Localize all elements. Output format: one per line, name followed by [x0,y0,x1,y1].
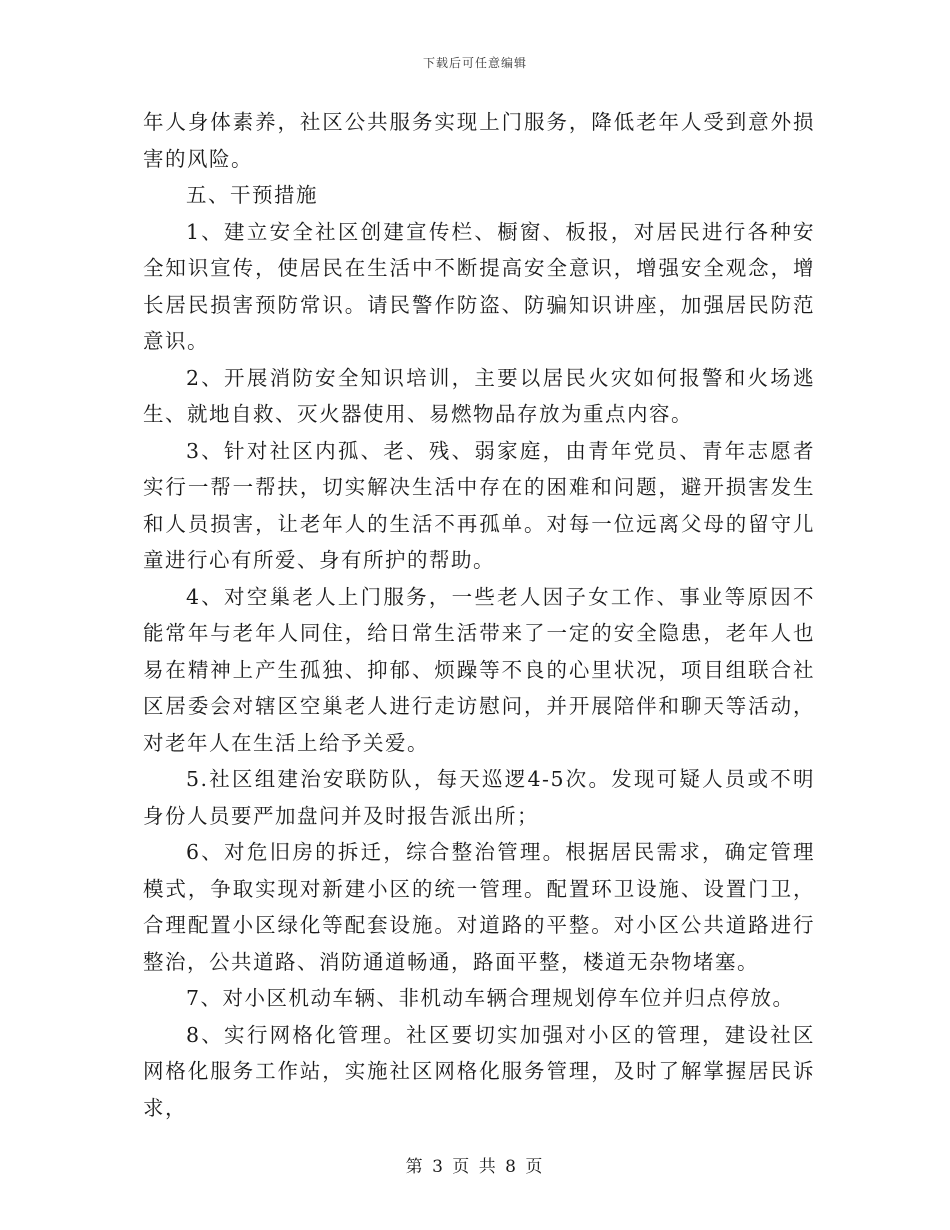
page-number: 第 3 页 共 8 页 [405,1157,545,1177]
paragraph: 7、对小区机动车辆、非机动车辆合理规划停车位并归点停放。 [186,986,795,1010]
document-body [143,104,815,1126]
paragraph: 2、开展消防安全知识培训，主要以居民火灾如何报警和火场逃生、就地自救、灭火器使用、易燃物品存放为重点内容。 [143,365,815,426]
paragraph: 8、实行网格化管理。社区要切实加强对小区的管理，建设社区网格化服务工作站，实施社区网格化服务管理，及时了解掌握居民诉求， [143,1022,815,1120]
paragraph: 1、建立安全社区创建宣传栏、橱窗、板报，对居民进行各种安全知识宣传，使居民在生活中不断提高安全意识，增强安全观念，增长居民损害预防常识。请民警作防盗、防骗知识讲座，加强居民防范意识。 [143,219,815,353]
paragraph: 4、对空巢老人上门服务，一些老人因子女工作、事业等原因不能常年与老年人同住，给日常生活带来了一定的安全隐患，老年人也易在精神上产生孤独、抑郁、烦躁等不良的心里状况，项目组联合社区居委会对辖区空巢老人进行走访慰问，并开展陪伴和聊天等活动，对老年人在生活上给予关爱。 [143,584,815,755]
paragraph: 3、针对社区内孤、老、残、弱家庭，由青年党员、青年志愿者实行一帮一帮扶，切实解决生活中存在的困难和问题，避开损害发生和人员损害，让老年人的生活不再孤单。对每一位远离父母的留守儿童进行心有所爱、身有所护的帮助。 [143,438,815,572]
paragraph: 年人身体素养，社区公共服务实现上门服务，降低老年人受到意外损害的风险。 [143,110,815,171]
page-header: 下载后可任意编辑 [422,56,527,70]
section-heading: 五、干预措施 [186,183,318,207]
paragraph: 5.社区组建治安联防队，每天巡逻4-5次。发现可疑人员或不明身份人员要严加盘问并及时报告派出所； [143,767,815,828]
paragraph: 6、对危旧房的拆迁，综合整治管理。根据居民需求，确定管理模式，争取实现对新建小区的统一管理。配置环卫设施、设置门卫，合理配置小区绿化等配套设施。对道路的平整。对小区公共道路进行整治，公共道路、消防通道畅通，路面平整，楼道无杂物堵塞。 [143,840,815,974]
